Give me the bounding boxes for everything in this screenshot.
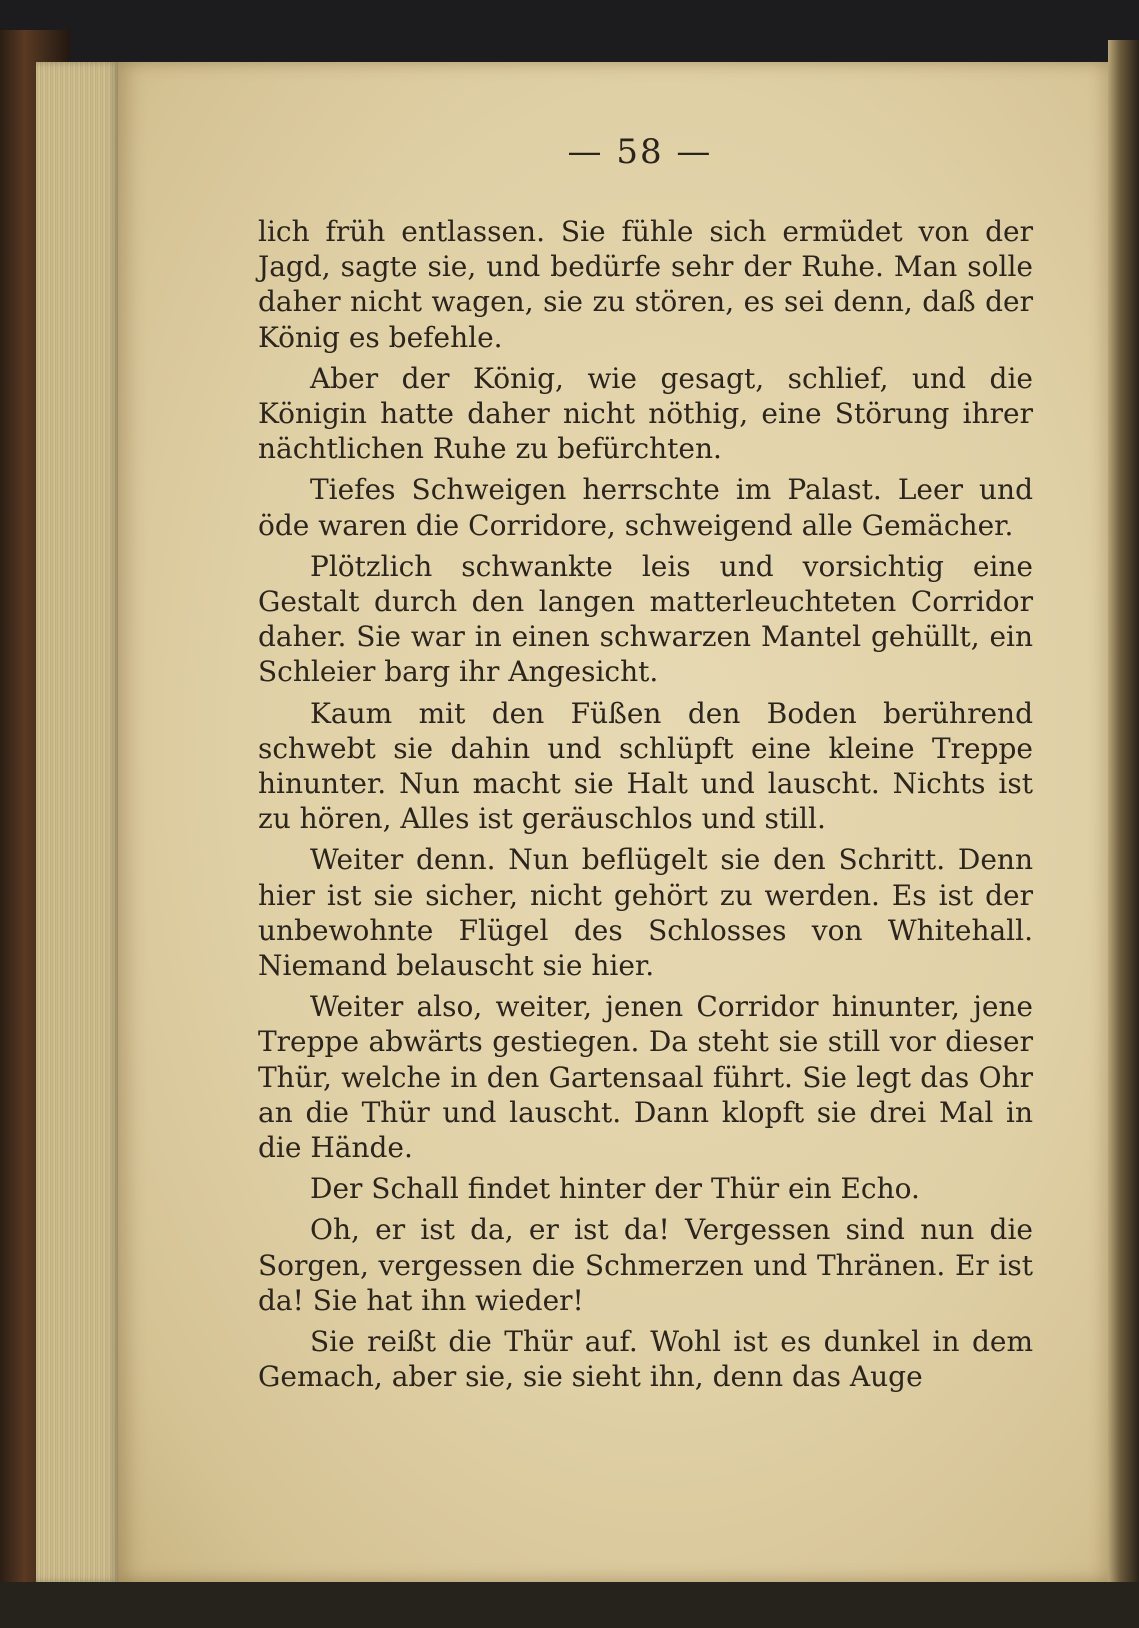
bottom-shadow xyxy=(0,1582,1139,1628)
paragraph: lich früh entlassen. Sie fühle sich ermüdet von der Jagd, sagte sie, und bedürfe sehr der Ruhe. Man solle daher nicht wagen, sie zu stören, es sei denn, daß der König es befehle. xyxy=(258,215,1033,354)
right-page-edge xyxy=(1108,40,1139,1600)
paragraph: Plötzlich schwankte leis und vorsichtig eine Gestalt durch den langen matterleuchteten Corridor daher. Sie war in einen schwarzen Mantel gehüllt, ein Schleier barg ihr Angesicht. xyxy=(258,549,1033,689)
page-number: — 58 — xyxy=(567,132,713,172)
paragraph: Weiter also, weiter, jenen Corridor hinunter, jene Treppe abwärts gestiegen. Da steht sie still vor dieser Thür, welche in den Gartensaal führt. Sie legt das Ohr an die Thür und lauscht. Dann klopft sie drei Mal in die Hände. xyxy=(258,990,1033,1165)
paragraph: Aber der König, wie gesagt, schlief, und die Königin hatte daher nicht nöthig, eine Störung ihrer nächtlichen Ruhe zu befürchten. xyxy=(258,361,1033,466)
page-edges xyxy=(36,62,120,1582)
paragraph: Oh, er ist da, er ist da! Vergessen sind nun die Sorgen, vergessen die Schmerzen und Thränen. Er ist da! Sie hat ihn wieder! xyxy=(258,1213,1033,1317)
paragraph: Der Schall findet hinter der Thür ein Echo. xyxy=(310,1172,920,1206)
paragraph: Sie reißt die Thür auf. Wohl ist es dunkel in dem Gemach, aber sie, sie sieht ihn, denn das Auge xyxy=(258,1325,1033,1394)
paragraph: Tiefes Schweigen herrschte im Palast. Leer und öde waren die Corridore, schweigend alle Gemächer. xyxy=(258,473,1033,542)
paragraph: Weiter denn. Nun beflügelt sie den Schritt. Denn hier ist sie sicher, nicht gehört zu werden. Es ist der unbewohnte Flügel des Schlosses von Whitehall. Niemand belauscht sie hier. xyxy=(258,843,1033,983)
body-text xyxy=(258,214,1033,1401)
paragraph: Kaum mit den Füßen den Boden berührend schwebt sie dahin und schlüpft eine kleine Treppe hinunter. Nun macht sie Halt und lauscht. Nichts ist zu hören, Alles ist geräuschlos und still. xyxy=(258,696,1033,836)
